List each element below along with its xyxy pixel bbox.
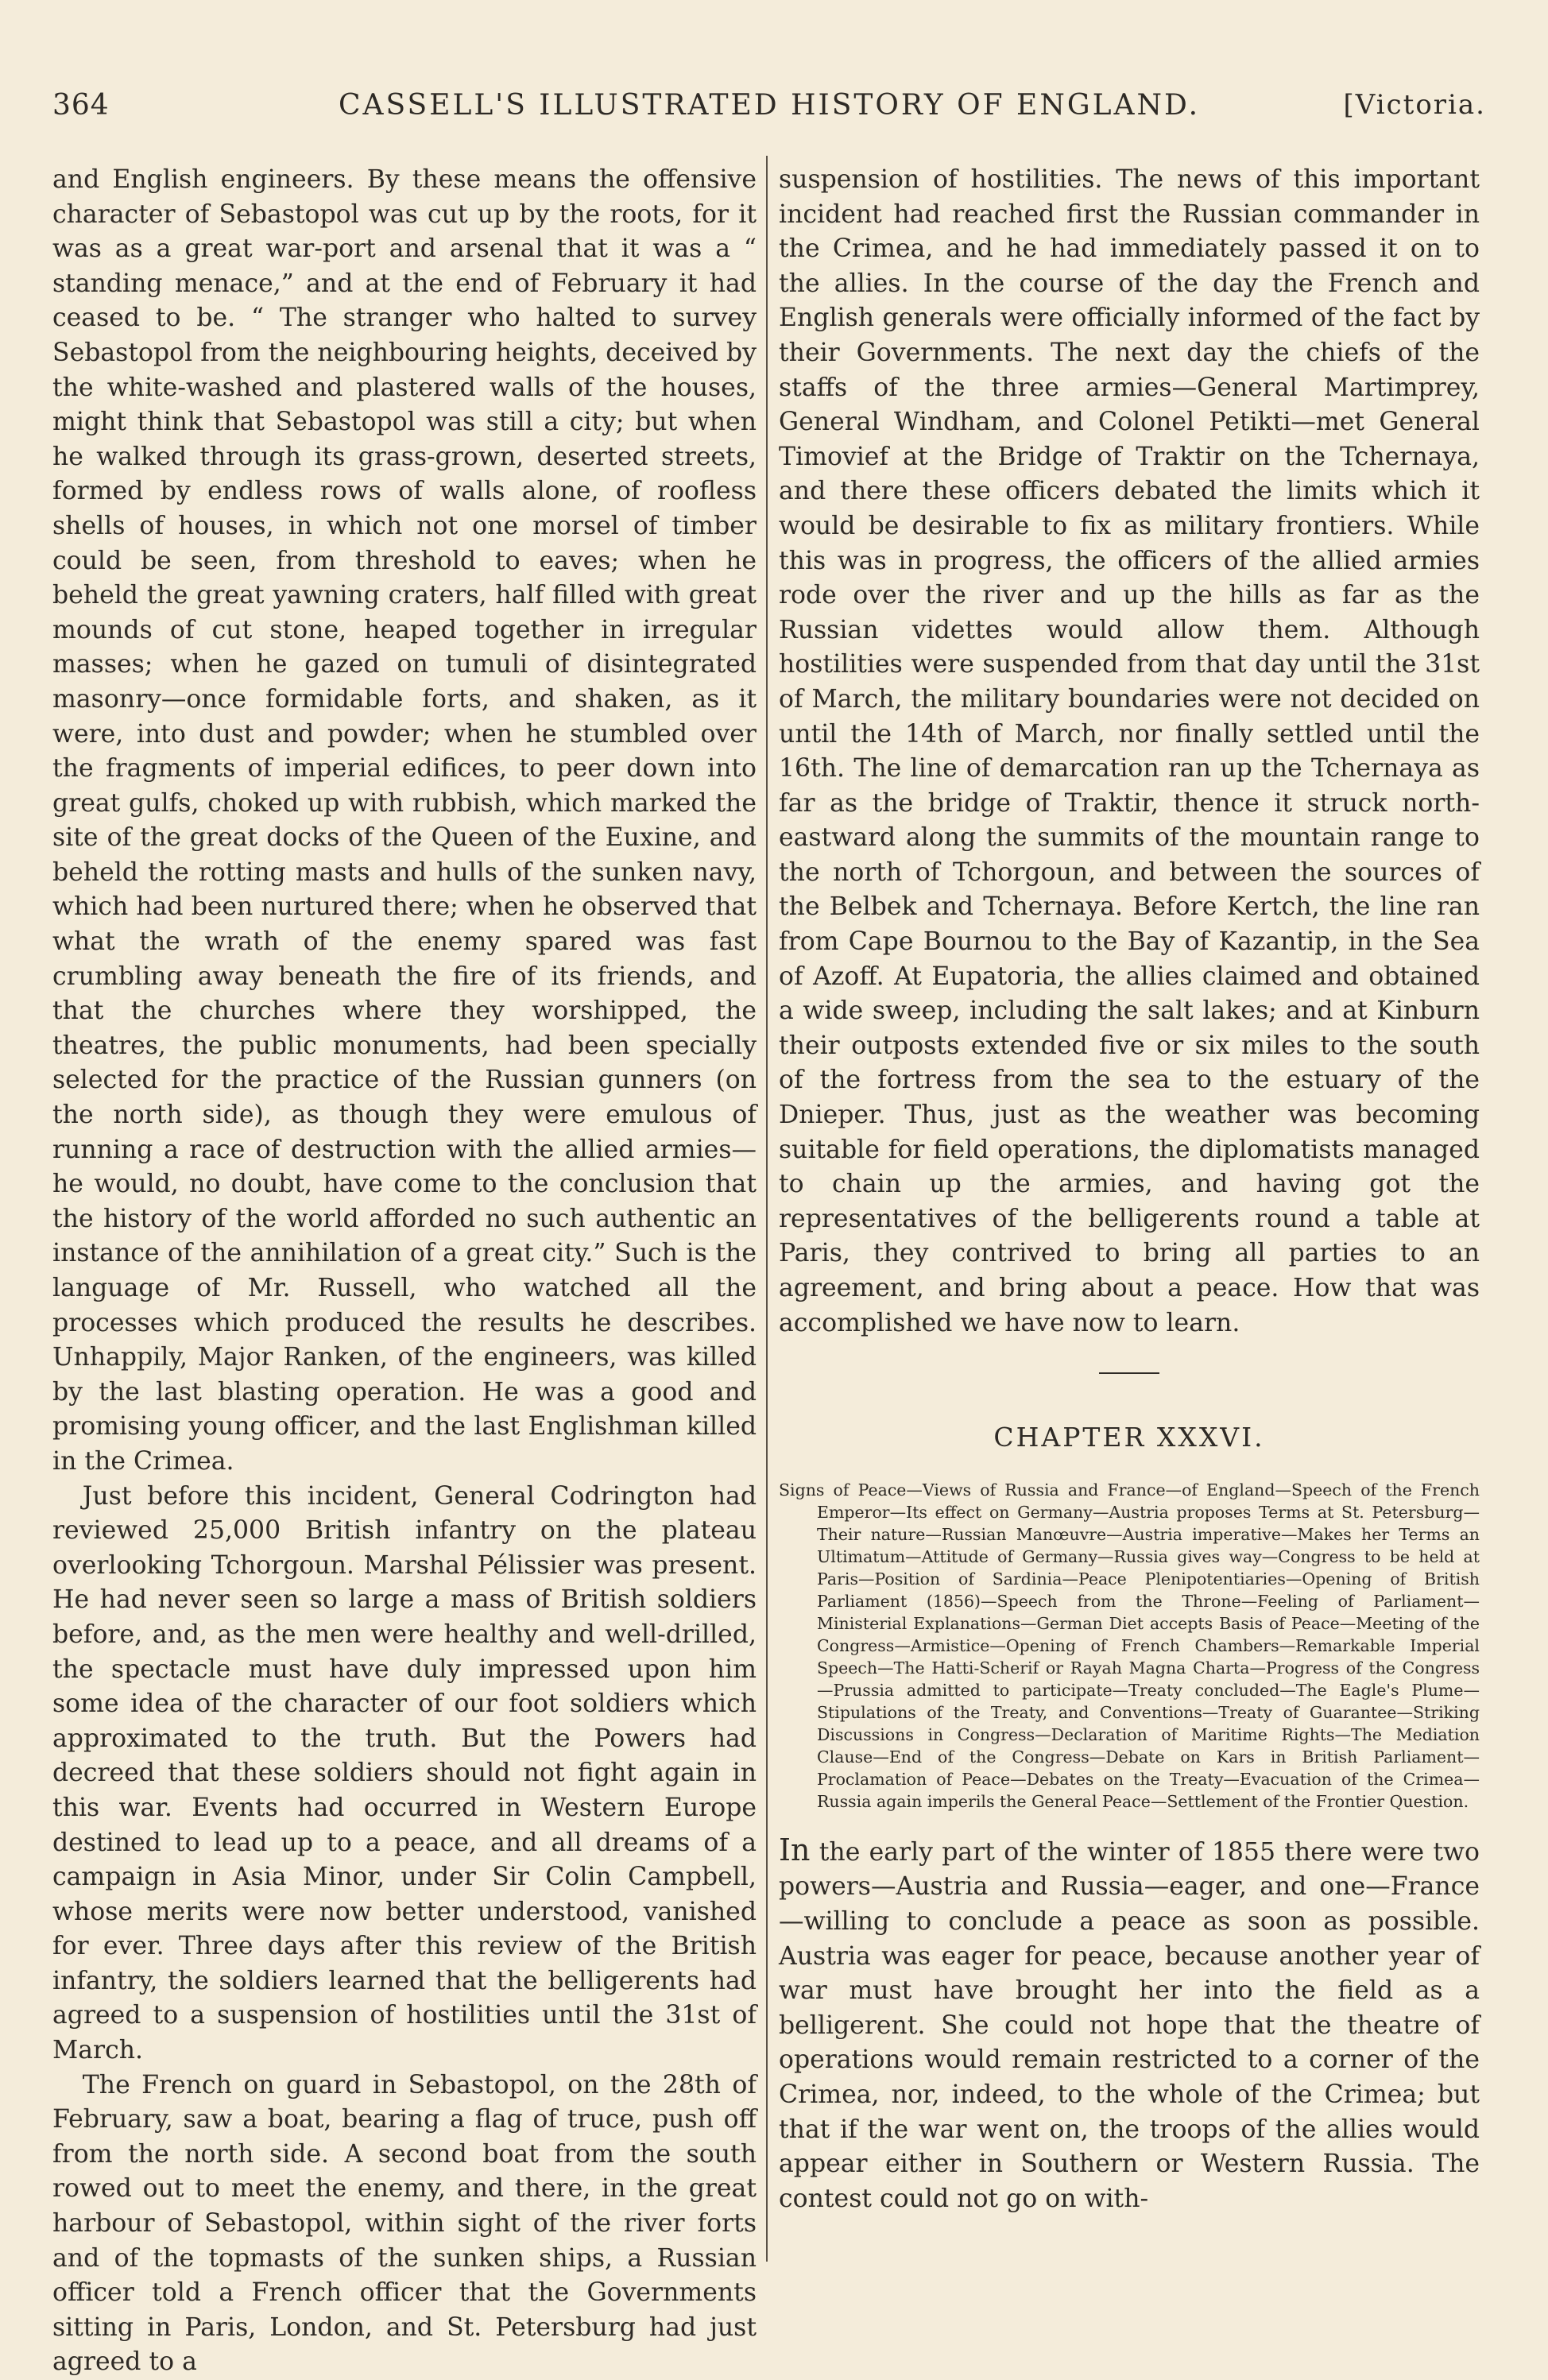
- running-title: CASSELL'S ILLUSTRATED HISTORY OF ENGLAND.: [338, 89, 1201, 122]
- paragraph: Just before this incident, General Codrington had reviewed 25,000 British infantry on the plateau overlooking Tchorgoun. Marshal Pélissier was present. He had never seen so large a mass of British soldiers before, and, as the men were healthy and well-drilled, the spectacle must have duly impressed upon him some idea of the character of our foot soldiers which approximated to the truth. But the Powers had decreed that these soldiers should not fight again in this war. Events had occurred in Western Europe destined to lead up to a peace, and all dreams of a campaign in Asia Minor, under Sir Colin Campbell, whose merits were now better understood, vanished for ever. Three days after this review of the British infantry, the soldiers learned that the belligerents had agreed to a suspension of hostilities until the 31st of March.: [52, 1481, 757, 2065]
- left-column: [52, 163, 757, 2380]
- page-number: 364: [52, 89, 110, 122]
- paragraph: suspension of hostilities. The news of this important incident had reached first the Russian commander in the Crimea, and he had immediately passed it on to the allies. In the course of the day the French and English generals were officially informed of the fact by their Governments. The next day the chiefs of the staffs of the three armies—General Martimprey, General Windham, and Colonel Petikti—met General Timovief at the Bridge of Traktir on the Tchernaya, and there these officers debated the limits which it would be desirable to fix as military frontiers. While this was in progress, the officers of the allied armies rode over the river and up the hills as far as the Russian videttes would allow them. Although hostilities were suspended from that day until the 31st of March, the military boundaries were not decided on until the 14th of March, nor finally settled until the 16th. The line of demarcation ran up the Tchernaya as far as the bridge of Traktir, thence it struck north-eastward along the summits of the mountain range to the north of Tchorgoun, and between the sources of the Belbek and Tchernaya. Before Kertch, the line ran from Cape Bournou to the Bay of Kazantip, in the Sea of Azoff. At Eupatoria, the allies claimed and obtained a wide sweep, including the salt lakes; and at Kinburn their outposts extended five or six miles to the south of the fortress from the sea to the estuary of the Dnieper. Thus, just as the weather was becoming suitable for field operations, the diplomatists managed to chain up the armies, and having got the representatives of the belligerents round a table at Paris, they contrived to bring all parties to an agreement, and bring about a peace. How that was accomplished we have now to learn.: [779, 165, 1480, 1337]
- paragraph: The French on guard in Sebastopol, on the 28th of February, saw a boat, bearing a flag of truce, push off from the north side. A second boat from the south rowed out to meet the enemy, and there, in the great harbour of Sebastopol, within sight of the river forts and of the topmasts of the sunken ships, a Russian officer told a French officer that the Governments sitting in Paris, London, and St. Petersburg had just agreed to a: [52, 2070, 757, 2377]
- chapter-opening-paragraph: [779, 1833, 1480, 2217]
- paragraph: and English engineers. By these means the offensive character of Sebastopol was cut up by the roots, for it was as a great war-port and arsenal that it was a “ standing menace,” and at the end of February it had ceased to be. “ The stranger who halted to survey Sebastopol from the neighbouring heights, deceived by the white-washed and plastered walls of the houses, might think that Sebastopol was still a city; but when he walked through its grass-grown, deserted streets, formed by endless rows of walls alone, of roofless shells of houses, in which not one morsel of timber could be seen, from threshold to eaves; when he beheld the great yawning craters, half filled with great mounds of cut stone, heaped together in irregular masses; when he gazed on tumuli of disintegrated masonry—once formidable forts, and shaken, as it were, into dust and powder; when he stumbled over the fragments of imperial edifices, to peer down into great gulfs, choked up with rubbish, which marked the site of the great docks of the Queen of the Euxine, and beheld the rotting masts and hulls of the sunken navy, which had been nurtured there; when he observed that what the wrath of the enemy spared was fast crumbling away beneath the fire of its friends, and that the churches where they worshipped, the theatres, the public monuments, had been specially selected for the practice of the Russian gunners (on the north side), as though they were emulous of running a race of destruction with the allied armies—he would, no doubt, have come to the conclusion that the history of the world afforded no such authentic an instance of the annihilation of a great city.” Such is the language of Mr. Russell, who watched all the processes which produced the results he describes. Unhappily, Major Ranken, of the engineers, was killed by the last blasting operation. He was a good and promising young officer, and the last Englishman killed in the Crimea.: [52, 165, 757, 1476]
- section-rule: [1099, 1372, 1159, 1374]
- column-divider: [766, 156, 768, 2262]
- right-column: [779, 163, 1480, 2216]
- running-head: [52, 89, 1486, 130]
- opening-text: the early part of the winter of 1855 there were two powers—Austria and Russia—eager, and one—France—willing to conclude a peace as soon as possible. Austria was eager for peace, because another year of war must have brought her into the field as a belligerent. She could not hope that the theatre of operations would remain restricted to a corner of the Crimea, nor, indeed, to the whole of the Crimea; but that if the war went on, the troops of the allies would appear either in Southern or Western Russia. The contest could not go on with-: [779, 1837, 1480, 2213]
- opening-initial: In: [779, 1832, 811, 1867]
- chapter-heading: CHAPTER XXXVI.: [993, 1422, 1265, 1453]
- chapter-synopsis: Signs of Peace—Views of Russia and France—of England—Speech of the French Emperor—Its effect on Germany—Austria proposes Terms at St. Petersburg—Their nature—Russian Manœuvre—Austria imperative—Makes her Terms an Ultimatum—Attitude of Germany—Russia gives way—Congress to be held at Paris—Position of Sardinia—Peace Plenipotentiaries—Opening of British Parliament (1856)—Speech from the Throne—Feeling of Parliament—Ministerial Explanations—German Diet accepts Basis of Peace—Meeting of the Congress—Armistice—Opening of French Chambers—Remarkable Imperial Speech—The Hatti-Scherif or Rayah Magna Charta—Progress of the Congress—Prussia admitted to participate—Treaty concluded—The Eagle's Plume—Stipulations of the Treaty, and Conventions—Treaty of Guarantee—Striking Discussions in Congress—Declaration of Maritime Rights—The Mediation Clause—End of the Congress—Debate on Kars in British Parliament—Proclamation of Peace—Debates on the Treaty—Evacuation of the Crimea—Russia again imperils the General Peace—Settlement of the Frontier Question.: [779, 1480, 1480, 1811]
- reign-label: [Victoria.: [1343, 89, 1486, 121]
